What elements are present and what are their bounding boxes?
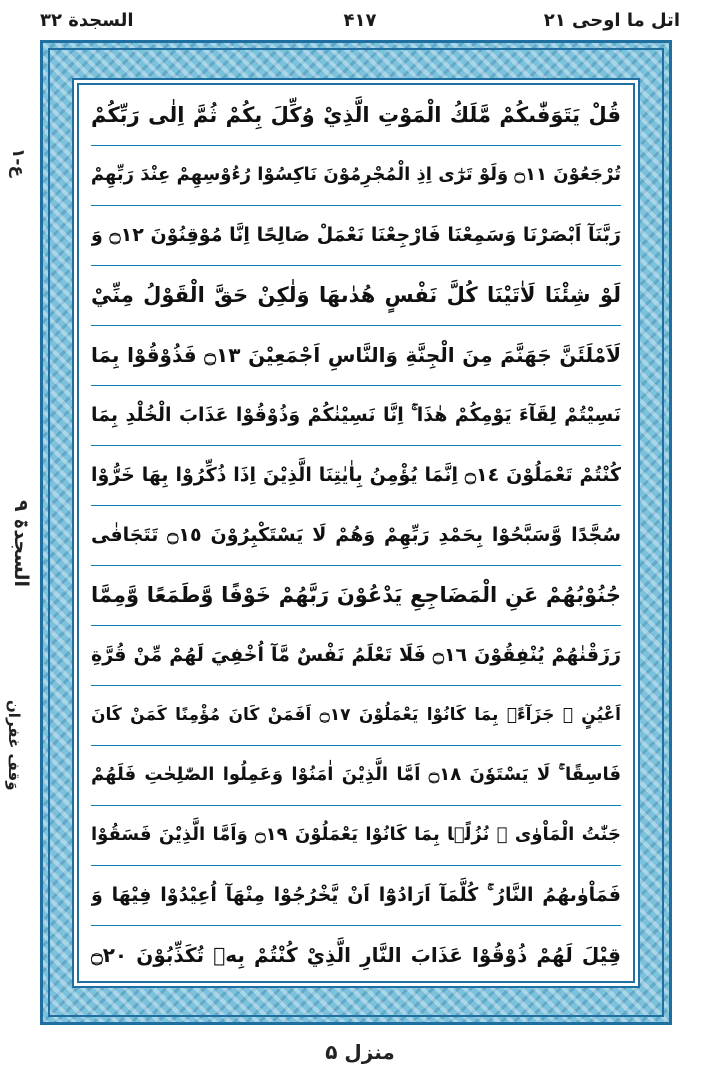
decorative-page-border (40, 40, 672, 1025)
text-line-2: تُرْجَعُوْنَ ۝١١ وَلَوْ تَرٰٓى اِذِ الْمُجْرِمُوْنَ نَاكِسُوْا رُءُوْسِهِمْ عِنْدَ رَبِّهِمْ (91, 145, 621, 206)
text-line-6: نَسِيْتُمْ لِقَآءَ يَوْمِكُمْ هٰذَا ۚ اِنَّا نَسِيْنٰكُمْ وَذُوْقُوْا عَذَابَ الْخُلْدِ بِمَا (91, 385, 621, 446)
text-line-14: فَمَاْوٰىهُمُ النَّارُ ۚ كُلَّمَآ اَرَادُوْٓا اَنْ يَّخْرُجُوْا مِنْهَآ اُعِيْدُوْا فِيْهَا وَ (91, 865, 621, 926)
text-line-15: قِيْلَ لَهُمْ ذُوْقُوْا عَذَابَ النَّارِ الَّذِيْ كُنْتُمْ بِهٖ تُكَذِّبُوْنَ ۝٢٠ (91, 943, 621, 967)
text-line-4: لَوْ شِئْنَا لَاٰتَيْنَا كُلَّ نَفْسٍ هُدٰىهَا وَلٰكِنْ حَقَّ الْقَوْلُ مِنِّيْ (91, 265, 621, 326)
surah-name: السجدة ۳۲ (40, 10, 134, 31)
text-line-5: لَاَمْلَئَنَّ جَهَنَّمَ مِنَ الْجِنَّةِ وَالنَّاسِ اَجْمَعِيْنَ ۝١٣ فَذُوْقُوْا بِمَا (91, 325, 621, 386)
juz-name: اتل ما اوحی ۲۱ (543, 10, 680, 31)
waqf-note: وَقف غفران (5, 700, 23, 791)
manzil-footer: منزل ۵ (325, 1040, 395, 1064)
text-panel (77, 83, 635, 983)
sajda-mark: السجدۃ ۹ (10, 500, 32, 588)
text-line-10: رَزَقْنٰهُمْ يُنْفِقُوْنَ ۝١٦ فَلَا تَعْلَمُ نَفْسٌ مَّآ اُخْفِيَ لَهُمْ مِّنْ قُرَّةِ (91, 625, 621, 686)
text-line-13: جَنّٰتُ الْمَاْوٰى ۡ نُزُلًۢا بِمَا كَانُوْا يَعْمَلُوْنَ ۝١٩ وَاَمَّا الَّذِيْنَ فَسَقُوْا (91, 805, 621, 866)
text-line-11: اَعْيُنٍ ۚ جَزَآءًۢ بِمَا كَانُوْا يَعْمَلُوْنَ ۝١٧ اَفَمَنْ كَانَ مُؤْمِنًا كَمَنْ كَانَ (91, 685, 621, 746)
text-line-9: جُنُوْبُهُمْ عَنِ الْمَضَاجِعِ يَدْعُوْنَ رَبَّهُمْ خَوْفًا وَّطَمَعًا وَّمِمَّا (91, 565, 621, 626)
ruku-mark: ع-۱ (8, 148, 28, 178)
page-number: ۴۱۷ (343, 10, 377, 31)
text-line-7: كُنْتُمْ تَعْمَلُوْنَ ۝١٤ اِنَّمَا يُؤْمِنُ بِاٰيٰتِنَا الَّذِيْنَ اِذَا ذُكِّرُوْا بِهَا خَرُّوْا (91, 445, 621, 506)
text-line-12: فَاسِقًا ۚ لَا يَسْتَوٗنَ ۝١٨ اَمَّا الَّذِيْنَ اٰمَنُوْا وَعَمِلُوا الصّٰلِحٰتِ فَلَهُمْ (91, 745, 621, 806)
text-line-3: رَبَّنَآ اَبْصَرْنَا وَسَمِعْنَا فَارْجِعْنَا نَعْمَلْ صَالِحًا اِنَّا مُوْقِنُوْنَ ۝١٢ وَ (91, 205, 621, 266)
text-line-1: قُلْ يَتَوَفّٰىكُمْ مَّلَكُ الْمَوْتِ الَّذِيْ وُكِّلَ بِكُمْ ثُمَّ اِلٰى رَبِّكُمْ (91, 85, 621, 146)
text-line-8: سُجَّدًا وَّسَبَّحُوْا بِحَمْدِ رَبِّهِمْ وَهُمْ لَا يَسْتَكْبِرُوْنَ ۝١٥ تَتَجَافٰى (91, 505, 621, 566)
